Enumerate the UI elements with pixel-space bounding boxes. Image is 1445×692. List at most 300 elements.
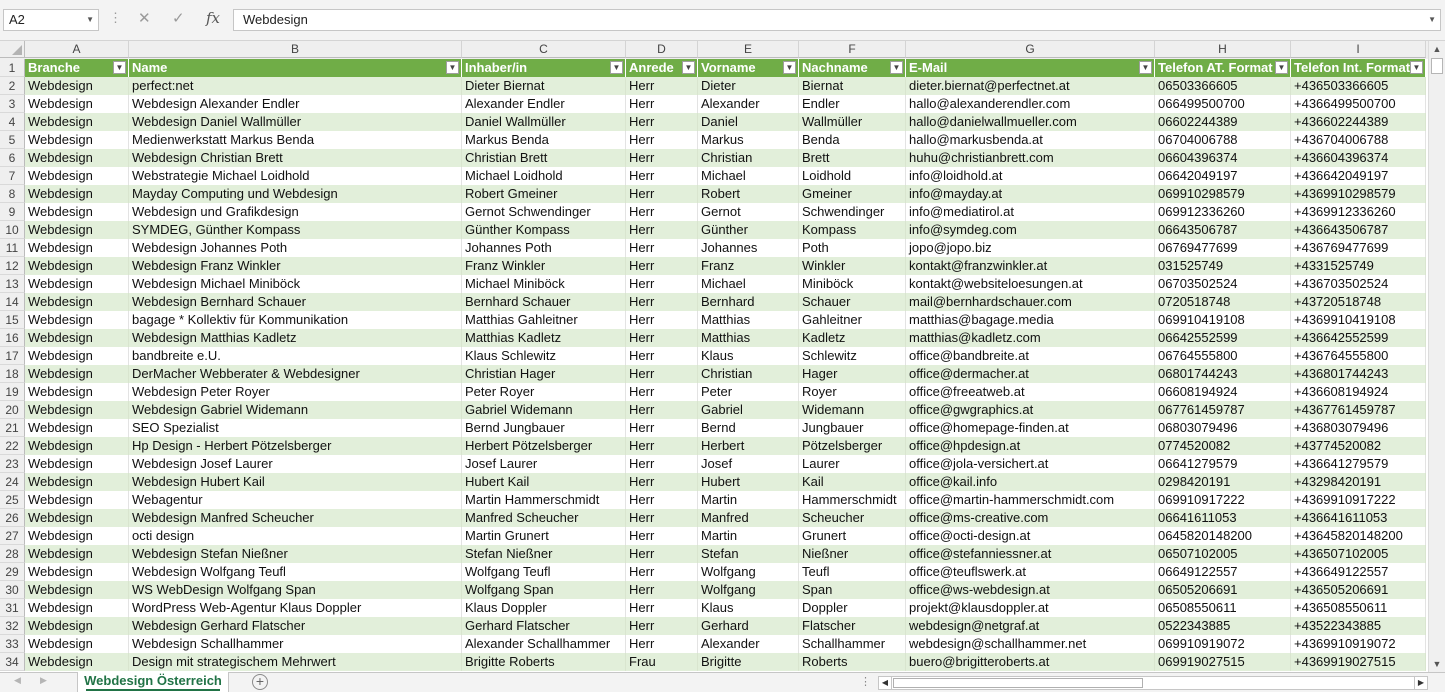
table-cell[interactable] <box>129 599 462 617</box>
table-cell[interactable] <box>25 455 129 473</box>
table-cell[interactable] <box>129 167 462 185</box>
table-cell[interactable] <box>25 599 129 617</box>
table-cell[interactable] <box>906 509 1155 527</box>
table-cell[interactable] <box>1155 545 1291 563</box>
table-cell[interactable] <box>799 221 906 239</box>
table-cell[interactable] <box>1291 635 1426 653</box>
table-cell[interactable] <box>1291 95 1426 113</box>
table-cell[interactable] <box>462 149 626 167</box>
table-cell[interactable] <box>1291 77 1426 95</box>
table-cell[interactable] <box>698 437 799 455</box>
table-cell[interactable] <box>25 581 129 599</box>
table-cell[interactable] <box>25 95 129 113</box>
table-cell[interactable] <box>698 473 799 491</box>
table-cell[interactable] <box>698 203 799 221</box>
table-cell[interactable] <box>906 437 1155 455</box>
table-cell[interactable] <box>626 311 698 329</box>
table-cell[interactable] <box>129 527 462 545</box>
table-cell[interactable] <box>698 347 799 365</box>
table-cell[interactable] <box>1155 401 1291 419</box>
row-number[interactable]: 31 <box>0 599 25 617</box>
table-cell[interactable] <box>462 347 626 365</box>
table-cell[interactable] <box>799 239 906 257</box>
table-cell[interactable] <box>626 563 698 581</box>
table-cell[interactable] <box>25 419 129 437</box>
table-cell[interactable] <box>1155 437 1291 455</box>
table-cell[interactable] <box>462 383 626 401</box>
table-cell[interactable] <box>25 491 129 509</box>
table-cell[interactable] <box>1155 203 1291 221</box>
row-number[interactable]: 29 <box>0 563 25 581</box>
table-cell[interactable] <box>1291 527 1426 545</box>
table-cell[interactable] <box>906 293 1155 311</box>
row-number[interactable]: 17 <box>0 347 25 365</box>
table-cell[interactable] <box>129 113 462 131</box>
table-cell[interactable] <box>698 401 799 419</box>
table-cell[interactable] <box>698 365 799 383</box>
column-header-e[interactable]: E <box>698 41 799 58</box>
table-cell[interactable] <box>1155 239 1291 257</box>
table-cell[interactable] <box>129 257 462 275</box>
table-cell[interactable] <box>626 131 698 149</box>
table-cell[interactable] <box>698 581 799 599</box>
row-number[interactable]: 23 <box>0 455 25 473</box>
table-cell[interactable] <box>1155 293 1291 311</box>
table-cell[interactable] <box>698 257 799 275</box>
table-cell[interactable] <box>906 617 1155 635</box>
table-cell[interactable] <box>462 635 626 653</box>
table-cell[interactable] <box>799 257 906 275</box>
table-cell[interactable] <box>906 419 1155 437</box>
column-header-c[interactable]: C <box>462 41 626 58</box>
scroll-left-icon[interactable]: ◀ <box>879 677 892 689</box>
column-header-b[interactable]: B <box>129 41 462 58</box>
table-cell[interactable] <box>626 185 698 203</box>
table-cell[interactable] <box>462 545 626 563</box>
table-cell[interactable] <box>462 257 626 275</box>
table-cell[interactable] <box>799 203 906 221</box>
table-cell[interactable] <box>129 347 462 365</box>
table-cell[interactable] <box>626 77 698 95</box>
table-cell[interactable] <box>25 347 129 365</box>
table-cell[interactable] <box>129 563 462 581</box>
table-cell[interactable] <box>1155 581 1291 599</box>
table-cell[interactable] <box>1291 239 1426 257</box>
table-cell[interactable] <box>626 221 698 239</box>
row-number[interactable]: 1 <box>0 59 25 77</box>
column-header-a[interactable]: A <box>25 41 129 58</box>
row-number[interactable]: 33 <box>0 635 25 653</box>
table-cell[interactable] <box>462 239 626 257</box>
table-cell[interactable] <box>1291 419 1426 437</box>
table-cell[interactable] <box>25 113 129 131</box>
table-cell[interactable] <box>906 275 1155 293</box>
table-cell[interactable] <box>25 383 129 401</box>
table-cell[interactable] <box>698 527 799 545</box>
table-cell[interactable] <box>626 455 698 473</box>
table-cell[interactable] <box>25 221 129 239</box>
table-cell[interactable] <box>25 365 129 383</box>
table-cell[interactable] <box>25 293 129 311</box>
row-number[interactable]: 8 <box>0 185 25 203</box>
table-cell[interactable] <box>799 599 906 617</box>
table-cell[interactable] <box>698 185 799 203</box>
table-cell[interactable] <box>1155 311 1291 329</box>
table-cell[interactable] <box>906 311 1155 329</box>
table-cell[interactable] <box>129 77 462 95</box>
table-cell[interactable] <box>906 581 1155 599</box>
column-header-h[interactable]: H <box>1155 41 1291 58</box>
table-cell[interactable] <box>25 203 129 221</box>
row-number[interactable]: 9 <box>0 203 25 221</box>
table-cell[interactable] <box>129 491 462 509</box>
row-number[interactable]: 22 <box>0 437 25 455</box>
table-cell[interactable] <box>799 347 906 365</box>
table-cell[interactable] <box>698 383 799 401</box>
scroll-right-icon[interactable]: ▶ <box>1414 677 1427 689</box>
table-cell[interactable] <box>1291 257 1426 275</box>
table-cell[interactable] <box>1155 131 1291 149</box>
table-cell[interactable] <box>698 653 799 671</box>
table-cell[interactable] <box>799 401 906 419</box>
table-cell[interactable] <box>25 185 129 203</box>
table-cell[interactable] <box>799 473 906 491</box>
table-cell[interactable] <box>129 455 462 473</box>
table-cell[interactable] <box>462 437 626 455</box>
table-cell[interactable] <box>698 617 799 635</box>
select-all-button[interactable] <box>0 41 25 58</box>
table-cell[interactable] <box>1155 347 1291 365</box>
table-cell[interactable] <box>1291 581 1426 599</box>
table-cell[interactable] <box>799 545 906 563</box>
table-cell[interactable] <box>462 221 626 239</box>
table-cell[interactable] <box>1155 329 1291 347</box>
vertical-scroll-thumb[interactable] <box>1431 58 1443 74</box>
table-cell[interactable] <box>906 95 1155 113</box>
table-cell[interactable] <box>25 437 129 455</box>
table-cell[interactable] <box>626 473 698 491</box>
table-cell[interactable] <box>626 581 698 599</box>
row-number[interactable]: 13 <box>0 275 25 293</box>
table-cell[interactable] <box>906 77 1155 95</box>
table-cell[interactable] <box>906 635 1155 653</box>
row-number[interactable]: 12 <box>0 257 25 275</box>
table-cell[interactable] <box>25 617 129 635</box>
table-cell[interactable] <box>129 239 462 257</box>
row-number[interactable]: 14 <box>0 293 25 311</box>
filter-dropdown-icon[interactable]: ▼ <box>783 61 796 74</box>
table-cell[interactable] <box>1155 113 1291 131</box>
header-cell[interactable] <box>799 59 906 77</box>
table-cell[interactable] <box>906 599 1155 617</box>
table-cell[interactable] <box>1291 383 1426 401</box>
table-cell[interactable] <box>1291 365 1426 383</box>
add-sheet-icon[interactable]: + <box>252 674 268 690</box>
header-cell[interactable] <box>129 59 462 77</box>
table-cell[interactable] <box>462 131 626 149</box>
table-cell[interactable] <box>626 347 698 365</box>
table-cell[interactable] <box>1155 149 1291 167</box>
table-cell[interactable] <box>1291 329 1426 347</box>
table-cell[interactable] <box>698 545 799 563</box>
column-header-f[interactable]: F <box>799 41 906 58</box>
table-cell[interactable] <box>906 383 1155 401</box>
column-header-g[interactable]: G <box>906 41 1155 58</box>
table-cell[interactable] <box>462 203 626 221</box>
table-cell[interactable] <box>698 77 799 95</box>
table-cell[interactable] <box>626 383 698 401</box>
table-cell[interactable] <box>129 95 462 113</box>
prev-sheet-icon[interactable]: ◀ <box>14 675 21 685</box>
column-header-d[interactable]: D <box>626 41 698 58</box>
table-cell[interactable] <box>129 419 462 437</box>
table-cell[interactable] <box>906 149 1155 167</box>
table-cell[interactable] <box>129 635 462 653</box>
table-cell[interactable] <box>462 167 626 185</box>
table-cell[interactable] <box>1291 509 1426 527</box>
table-cell[interactable] <box>462 455 626 473</box>
table-cell[interactable] <box>25 635 129 653</box>
table-cell[interactable] <box>1155 167 1291 185</box>
filter-dropdown-icon[interactable]: ▼ <box>1275 61 1288 74</box>
table-cell[interactable] <box>462 311 626 329</box>
row-number[interactable]: 11 <box>0 239 25 257</box>
table-cell[interactable] <box>626 203 698 221</box>
table-cell[interactable] <box>799 509 906 527</box>
table-cell[interactable] <box>799 329 906 347</box>
table-cell[interactable] <box>906 365 1155 383</box>
table-cell[interactable] <box>906 491 1155 509</box>
table-cell[interactable] <box>626 599 698 617</box>
table-cell[interactable] <box>25 311 129 329</box>
header-cell[interactable] <box>25 59 129 77</box>
table-cell[interactable] <box>462 563 626 581</box>
table-cell[interactable] <box>698 491 799 509</box>
table-cell[interactable] <box>129 293 462 311</box>
table-cell[interactable] <box>1291 491 1426 509</box>
table-cell[interactable] <box>698 599 799 617</box>
table-cell[interactable] <box>799 635 906 653</box>
row-number[interactable]: 24 <box>0 473 25 491</box>
table-cell[interactable] <box>1291 473 1426 491</box>
table-cell[interactable] <box>799 653 906 671</box>
table-cell[interactable] <box>698 419 799 437</box>
table-cell[interactable] <box>25 509 129 527</box>
table-cell[interactable] <box>462 617 626 635</box>
table-cell[interactable] <box>129 545 462 563</box>
table-cell[interactable] <box>129 581 462 599</box>
row-number[interactable]: 5 <box>0 131 25 149</box>
table-cell[interactable] <box>129 275 462 293</box>
header-cell[interactable] <box>462 59 626 77</box>
table-cell[interactable] <box>1155 617 1291 635</box>
table-cell[interactable] <box>129 365 462 383</box>
table-cell[interactable] <box>1291 167 1426 185</box>
table-cell[interactable] <box>626 167 698 185</box>
header-cell[interactable] <box>1155 59 1291 77</box>
table-cell[interactable] <box>129 311 462 329</box>
table-cell[interactable] <box>1155 185 1291 203</box>
table-cell[interactable] <box>799 491 906 509</box>
table-cell[interactable] <box>462 365 626 383</box>
table-cell[interactable] <box>698 509 799 527</box>
row-number[interactable]: 20 <box>0 401 25 419</box>
table-cell[interactable] <box>1291 653 1426 671</box>
table-cell[interactable] <box>626 257 698 275</box>
table-cell[interactable] <box>698 95 799 113</box>
table-cell[interactable] <box>25 653 129 671</box>
table-cell[interactable] <box>1155 419 1291 437</box>
table-cell[interactable] <box>1291 455 1426 473</box>
table-cell[interactable] <box>626 113 698 131</box>
name-box[interactable] <box>3 9 99 31</box>
row-number[interactable]: 25 <box>0 491 25 509</box>
table-cell[interactable] <box>906 113 1155 131</box>
table-cell[interactable] <box>799 527 906 545</box>
expand-formula-bar-icon[interactable]: ▼ <box>1428 15 1436 24</box>
table-cell[interactable] <box>626 275 698 293</box>
table-cell[interactable] <box>799 581 906 599</box>
table-cell[interactable] <box>1155 653 1291 671</box>
row-number[interactable]: 27 <box>0 527 25 545</box>
table-cell[interactable] <box>799 95 906 113</box>
table-cell[interactable] <box>799 365 906 383</box>
filter-dropdown-icon[interactable]: ▼ <box>446 61 459 74</box>
table-cell[interactable] <box>1291 347 1426 365</box>
row-number[interactable]: 15 <box>0 311 25 329</box>
table-cell[interactable] <box>626 419 698 437</box>
table-cell[interactable] <box>25 545 129 563</box>
table-cell[interactable] <box>626 437 698 455</box>
table-cell[interactable] <box>626 401 698 419</box>
table-cell[interactable] <box>25 239 129 257</box>
header-cell[interactable] <box>1291 59 1426 77</box>
table-cell[interactable] <box>626 527 698 545</box>
table-cell[interactable] <box>1291 401 1426 419</box>
row-number[interactable]: 2 <box>0 77 25 95</box>
table-cell[interactable] <box>462 581 626 599</box>
table-cell[interactable] <box>698 275 799 293</box>
table-cell[interactable] <box>698 113 799 131</box>
table-cell[interactable] <box>1291 221 1426 239</box>
enter-icon[interactable]: ✓ <box>172 10 185 27</box>
table-cell[interactable] <box>698 455 799 473</box>
table-cell[interactable] <box>1291 599 1426 617</box>
table-cell[interactable] <box>626 365 698 383</box>
row-number[interactable]: 10 <box>0 221 25 239</box>
table-cell[interactable] <box>1291 617 1426 635</box>
table-cell[interactable] <box>698 563 799 581</box>
row-number[interactable]: 7 <box>0 167 25 185</box>
header-cell[interactable] <box>698 59 799 77</box>
table-cell[interactable] <box>129 653 462 671</box>
row-number[interactable]: 34 <box>0 653 25 671</box>
filter-dropdown-icon[interactable]: ▼ <box>610 61 623 74</box>
table-cell[interactable] <box>462 509 626 527</box>
table-cell[interactable] <box>462 77 626 95</box>
cancel-icon[interactable]: ✕ <box>138 10 151 27</box>
table-cell[interactable] <box>129 185 462 203</box>
table-cell[interactable] <box>799 275 906 293</box>
table-cell[interactable] <box>1155 509 1291 527</box>
horizontal-scroll-thumb[interactable] <box>893 678 1143 688</box>
table-cell[interactable] <box>906 257 1155 275</box>
table-cell[interactable] <box>698 239 799 257</box>
row-number[interactable]: 16 <box>0 329 25 347</box>
table-cell[interactable] <box>626 329 698 347</box>
filter-dropdown-icon[interactable]: ▼ <box>682 61 695 74</box>
table-cell[interactable] <box>1291 113 1426 131</box>
row-number[interactable]: 19 <box>0 383 25 401</box>
formula-input[interactable] <box>233 9 1441 31</box>
table-cell[interactable] <box>462 473 626 491</box>
table-cell[interactable] <box>129 617 462 635</box>
scroll-down-icon[interactable]: ▼ <box>1432 659 1442 669</box>
table-cell[interactable] <box>25 527 129 545</box>
table-cell[interactable] <box>906 455 1155 473</box>
table-cell[interactable] <box>1155 563 1291 581</box>
table-cell[interactable] <box>462 293 626 311</box>
table-cell[interactable] <box>462 329 626 347</box>
table-cell[interactable] <box>129 401 462 419</box>
table-cell[interactable] <box>1291 311 1426 329</box>
table-cell[interactable] <box>906 221 1155 239</box>
table-cell[interactable] <box>799 113 906 131</box>
table-cell[interactable] <box>906 563 1155 581</box>
table-cell[interactable] <box>1291 293 1426 311</box>
table-cell[interactable] <box>626 491 698 509</box>
table-cell[interactable] <box>129 383 462 401</box>
table-cell[interactable] <box>129 473 462 491</box>
table-cell[interactable] <box>129 131 462 149</box>
table-cell[interactable] <box>698 149 799 167</box>
table-cell[interactable] <box>626 95 698 113</box>
table-cell[interactable] <box>129 329 462 347</box>
table-cell[interactable] <box>626 293 698 311</box>
table-cell[interactable] <box>462 113 626 131</box>
table-cell[interactable] <box>462 401 626 419</box>
table-cell[interactable] <box>799 77 906 95</box>
row-number[interactable]: 21 <box>0 419 25 437</box>
sheet-tab-webdesign-oesterreich[interactable] <box>77 672 229 692</box>
table-cell[interactable] <box>906 185 1155 203</box>
table-cell[interactable] <box>698 635 799 653</box>
filter-dropdown-icon[interactable]: ▼ <box>890 61 903 74</box>
table-cell[interactable] <box>626 509 698 527</box>
table-cell[interactable] <box>799 149 906 167</box>
table-cell[interactable] <box>1155 95 1291 113</box>
table-cell[interactable] <box>1155 77 1291 95</box>
row-number[interactable]: 6 <box>0 149 25 167</box>
row-number[interactable]: 30 <box>0 581 25 599</box>
table-cell[interactable] <box>25 401 129 419</box>
table-cell[interactable] <box>906 473 1155 491</box>
table-cell[interactable] <box>25 329 129 347</box>
table-cell[interactable] <box>626 545 698 563</box>
insert-function-icon[interactable]: fx <box>206 9 221 27</box>
table-cell[interactable] <box>799 455 906 473</box>
table-cell[interactable] <box>906 545 1155 563</box>
table-cell[interactable] <box>1155 455 1291 473</box>
table-cell[interactable] <box>1155 257 1291 275</box>
row-number[interactable]: 32 <box>0 617 25 635</box>
name-box-dropdown-icon[interactable]: ▼ <box>86 15 94 24</box>
row-number[interactable]: 3 <box>0 95 25 113</box>
table-cell[interactable] <box>906 239 1155 257</box>
table-cell[interactable] <box>906 347 1155 365</box>
table-cell[interactable] <box>1155 383 1291 401</box>
table-cell[interactable] <box>25 167 129 185</box>
